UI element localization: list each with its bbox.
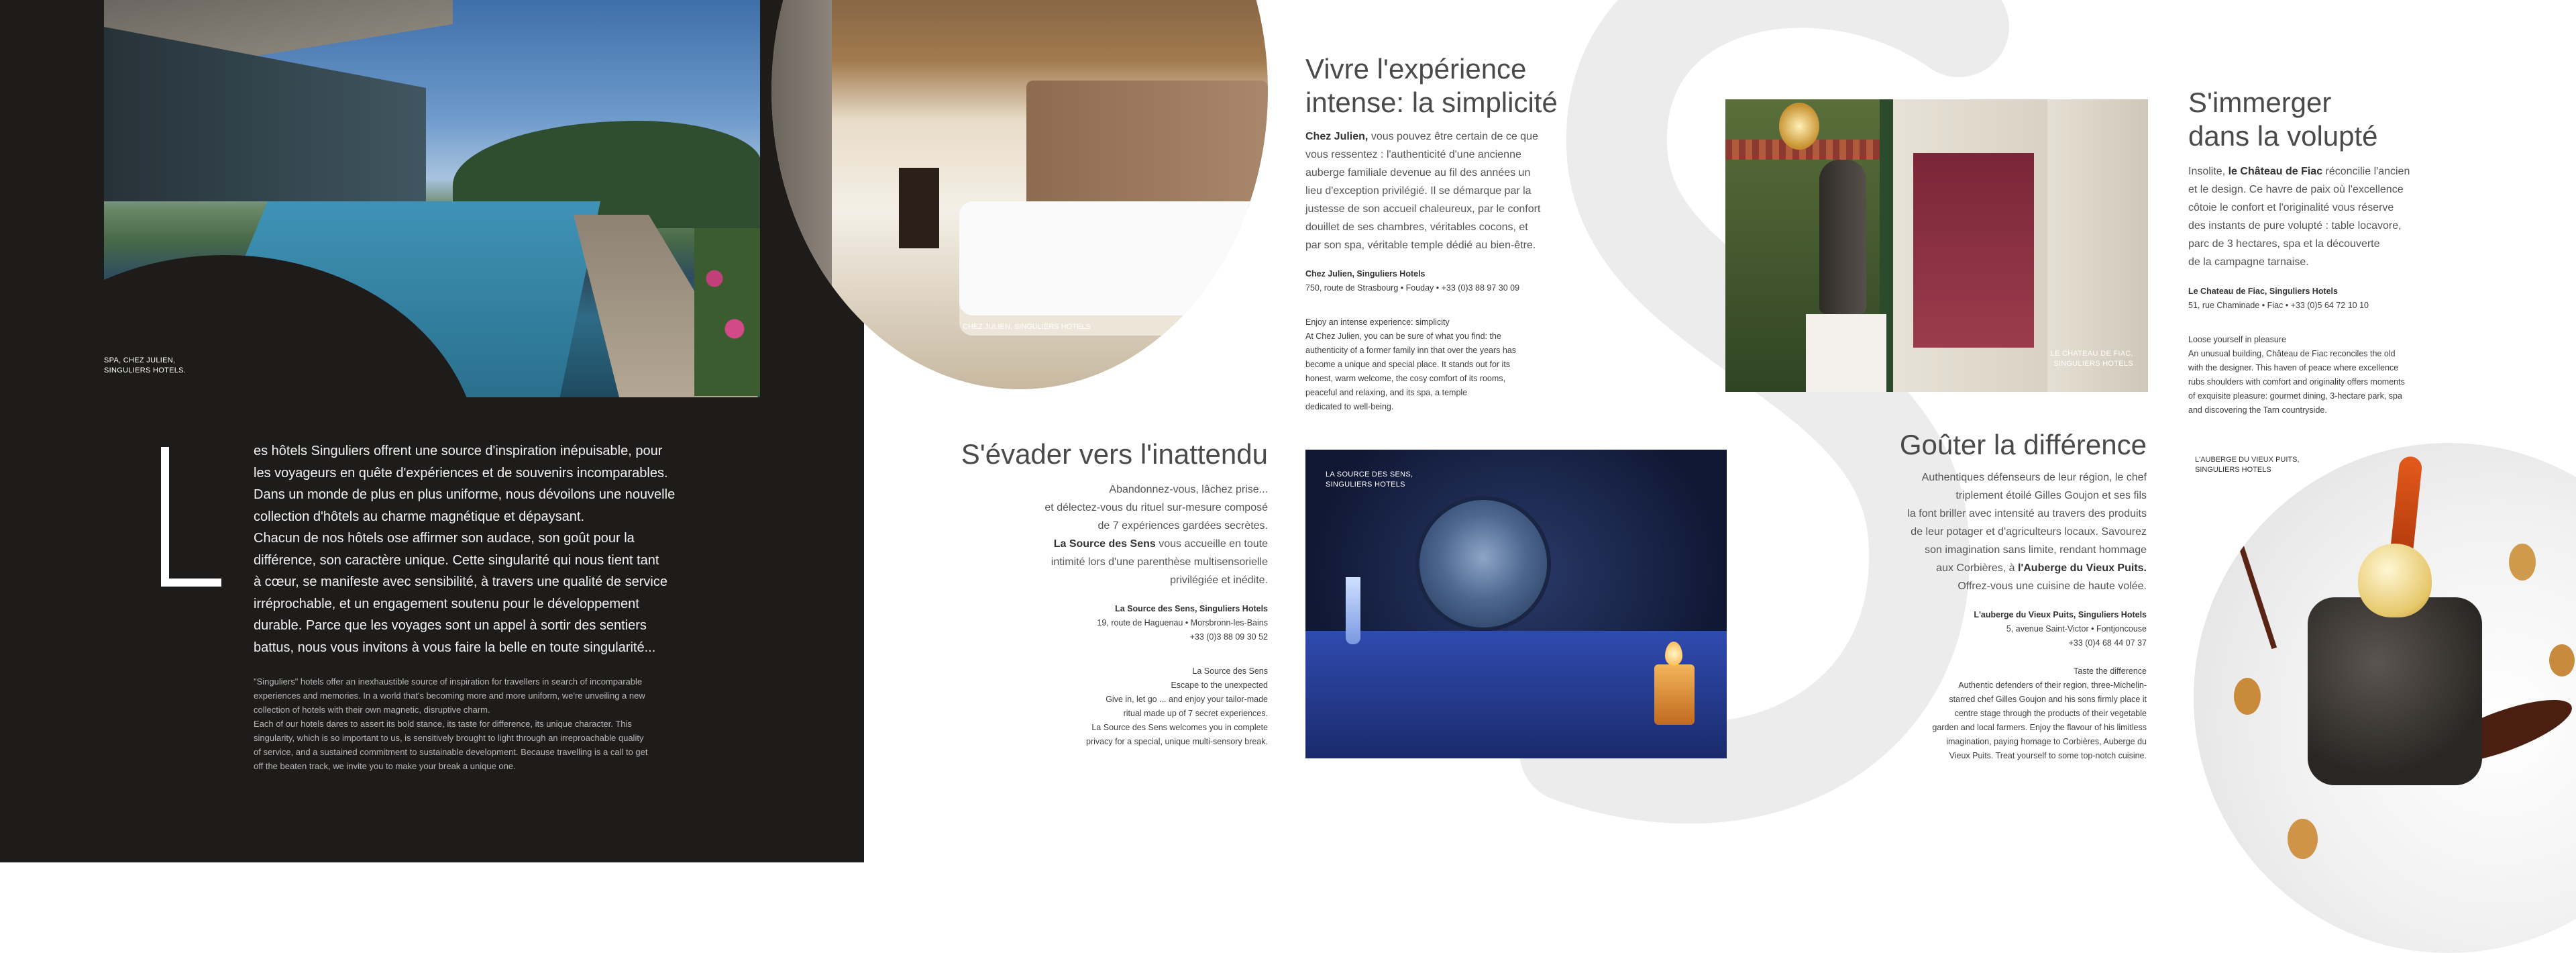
intro-en-line: off the beaten track, we invite you to make your break a unique one. bbox=[254, 761, 516, 771]
chez-julien-contact: Chez Julien, Singuliers Hotels 750, route de Strasbourg • Fouday • +33 (0)3 88 97 30 09 bbox=[1305, 269, 1520, 293]
intro-en-line: experiences and memories. In a world that's becoming more and more uniform, we're unveiling a new bbox=[254, 691, 645, 701]
drop-cap-l bbox=[161, 447, 221, 587]
intro-fr-line: battus, nous vous invitons à vous faire la belle en toute singularité... bbox=[254, 640, 656, 655]
spa-photo-caption: SPA, CHEZ JULIEN, SINGULIERS HOTELS. bbox=[104, 356, 186, 374]
intro-fr-line: à cœur, se manifeste avec sensibilité, à travers une qualité de service bbox=[254, 574, 667, 589]
vieux-puits-title: Goûter la différence bbox=[1899, 429, 2147, 460]
vieux-puits-body-en: Taste the difference Authentic defenders of their region, three-Michelin- starred chef Gilles Goujon and his sons firmly place it centre stage through the products of their vegetable garden and local farmers. Enjoy the flavour of his limitless imagination, paying homage to Corbières, Auberge du Vieux Puits. Treat yourself to some top-notch cuisine. bbox=[1932, 666, 2147, 760]
intro-fr-line: les voyageurs en quête d'expériences et de souvenirs incomparables. bbox=[254, 465, 668, 481]
chateau-body-fr: Insolite, le Château de Fiac réconcilie l'ancien et le design. Ce havre de paix où l'excellence côtoie le confort et l'originalité vous réserve des instants de pure volupté : table locavore, parc de 3 hectares, spa et la découverte de la campagne tarnaise. bbox=[2188, 166, 2410, 268]
source-des-sens-contact: La Source des Sens, Singuliers Hotels 19, route de Haguenau • Morsbronn-les-Bains +33 (0)3 88 09 30 52 bbox=[1097, 604, 1268, 642]
intro-fr-line: Chacun de nos hôtels ose affirmer son audace, son goût pour la bbox=[254, 531, 635, 546]
intro-text-fr bbox=[254, 440, 763, 658]
chez-julien-body-en: Enjoy an intense experience: simplicity At Chez Julien, you can be sure of what you find: the authenticity of a former family inn that over the years has become a unique and special place. It stands out for its honest, warm welcome, the cosy comfort of its rooms, peaceful and relaxing, and its spa, a temple dedicated to well-being. bbox=[1305, 317, 1517, 411]
vieux-puits-dessert-photo bbox=[2194, 443, 2576, 953]
intro-text-en bbox=[254, 674, 763, 773]
chateau-body-en: Loose yourself in pleasure An unusual building, Château de Fiac reconciles the old with the designer. This haven of peace where excellence rubs shoulders with comfort and originality offers moments of exquisite pleasure: gourmet dining, 3-hectare park, spa and discovering the Tarn countryside. bbox=[2188, 335, 2405, 415]
intro-fr-line: collection d'hôtels au charme magnétique et dépaysant. bbox=[254, 509, 585, 524]
vieux-puits-body-fr: Authentiques défenseurs de leur région, le chef triplement étoilé Gilles Goujon et ses fils la font briller avec intensité au travers des produits de leur potager et d'agriculteurs locaux. Savourez son imagination sans limite, rendant hommage aux Corbières, à l'Auberge du Vieux Puits. Offrez-vous une cuisine de haute volée. bbox=[1907, 472, 2147, 592]
intro-fr-line: différence, son caractère unique. Cette singularité qui nous tient tant bbox=[254, 552, 659, 568]
chateau-de-fiac-photo bbox=[1725, 99, 2148, 392]
chez-julien-photo-caption: CHEZ JULIEN, SINGULIERS HOTELS bbox=[963, 323, 1091, 331]
intro-fr-line: es hôtels Singuliers offrent une source d'inspiration inépuisable, pour bbox=[254, 444, 663, 458]
source-des-sens-photo-caption: LA SOURCE DES SENS, SINGULIERS HOTELS bbox=[1326, 470, 1413, 489]
vieux-puits-contact: L'auberge du Vieux Puits, Singuliers Hotels 5, avenue Saint-Victor • Fontjoncouse +33 (0)4 68 44 07 37 bbox=[1974, 610, 2147, 648]
source-des-sens-body-fr: Abandonnez-vous, lâchez prise... et délectez-vous du rituel sur-mesure composé de 7 expériences gardées secrètes. La Source des Sens vous accueille en toute intimité lors d'une parenthèse multisensorielle privilégiée et inédite. bbox=[1044, 484, 1268, 586]
chateau-photo-caption: LE CHATEAU DE FIAC, SINGULIERS HOTELS bbox=[2050, 350, 2133, 368]
source-des-sens-title: S'évader vers l'inattendu bbox=[961, 438, 1268, 470]
chateau-contact: Le Chateau de Fiac, Singuliers Hotels 51, rue Chaminade • Fiac • +33 (0)5 64 72 10 10 bbox=[2188, 287, 2369, 310]
vieux-puits-photo-caption: L'AUBERGE DU VIEUX PUITS, SINGULIERS HOTELS bbox=[2195, 456, 2300, 474]
intro-fr-line: irréprochable, et un engagement soutenu pour le développement bbox=[254, 596, 639, 611]
intro-fr-line: Dans un monde de plus en plus uniforme, nous dévoilons une nouvelle bbox=[254, 487, 676, 502]
chez-julien-body-fr: Chez Julien, vous pouvez être certain de ce que vous ressentez : l'authenticité d'une ancienne auberge familiale devenue au fil des années un lieu d'exception privilégié. Il se démarque par la justesse de son accueil chaleureux, par le confort douillet de ses chambres, véritables cocons, et par son spa, véritable temple dédié au bien-être. bbox=[1305, 131, 1541, 251]
intro-fr-line: durable. Parce que les voyages sont un appel à sortir des sentiers bbox=[254, 618, 647, 633]
chateau-title: S'immerger dans la volupté bbox=[2188, 87, 2378, 152]
source-des-sens-body-en: La Source des Sens Escape to the unexpected Give in, let go ... and enjoy your tailor-made ritual made up of 7 secret experiences. La Source des Sens welcomes you in complete privacy for a special, unique multi-sensory break. bbox=[1086, 666, 1268, 746]
intro-en-line: collection of hotels with their own magnetic, disruptive charm. bbox=[254, 705, 490, 715]
intro-en-line: Each of our hotels dares to assert its bold stance, its taste for difference, its unique character. This bbox=[254, 719, 632, 729]
intro-en-line: singularity, which is so important to us, is sensitively brought to light through an irreproachable quality bbox=[254, 733, 644, 743]
spa-chez-julien-photo bbox=[104, 0, 760, 397]
chez-julien-title: Vivre l'expérience intense: la simplicité bbox=[1305, 53, 1558, 118]
intro-en-line: "Singuliers" hotels offer an inexhaustible source of inspiration for travellers in search of incomparable bbox=[254, 676, 643, 687]
intro-en-line: of service, and a sustained commitment to sustainable development. Because travelling is a call to get bbox=[254, 747, 648, 757]
source-des-sens-photo bbox=[1305, 450, 1727, 758]
